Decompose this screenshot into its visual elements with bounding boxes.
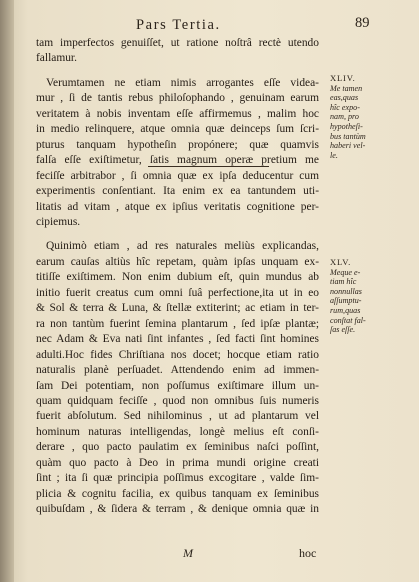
margin-note-line: Me tamen <box>330 83 363 93</box>
text-line: fuerit abſolutum. Sed nihilominus , ut ad plantarum vel <box>36 410 319 423</box>
margin-note-line: conſtat fal- <box>330 315 366 325</box>
margin-note-line: rum,quas <box>330 305 361 315</box>
margin-note-line: le. <box>330 150 338 160</box>
margin-note-line: Meque e- <box>330 267 361 277</box>
text-line: cipiemus. <box>36 215 81 228</box>
text-line: titiſſe exiſtimem. Non enim dubium eſt, quin mundus ab <box>36 271 319 284</box>
text-line: & Sol & terra & Luna, & ſtellæ extiterint; ac etiam in ter- <box>36 302 319 315</box>
text-line: fallamur. <box>36 52 77 65</box>
margin-note-line: hîc expo- <box>330 102 360 112</box>
main-text-block <box>36 36 319 518</box>
margin-note-line: tiam hîc <box>330 277 357 287</box>
margin-note-line: ſas eſſe. <box>330 325 356 335</box>
text-line: pturus tanquam hypotheſin propónere; quæ quamvis <box>36 138 319 151</box>
text-line: nec Adam & Eva nati ſint infantes , ſed facti ſint homines <box>36 333 319 346</box>
text-line: feciſſe arbitrabor , ſi omnia quæ ex ipſa deducentur cum <box>36 169 319 182</box>
text-line: tam imperfectos genuiſſet, ut ratione noſtrâ rectè utendo <box>36 37 319 49</box>
text-line: Verumtamen ne etiam nimis arrogantes eſſe videa- <box>46 76 319 89</box>
hypothesis-underline <box>148 166 269 167</box>
margin-note-45 <box>330 258 404 335</box>
margin-note-line: nonnullas <box>330 286 362 296</box>
page-number: 89 <box>355 15 370 31</box>
text-line: quam quidquam feciſſe , quod non omnibus ſuis numeris <box>36 394 319 407</box>
text-line: quàm quo pacto à Deo in prima mundi origine creati <box>36 456 319 469</box>
margin-note-number: XLV. <box>330 257 352 267</box>
margin-note-44 <box>330 74 404 160</box>
running-head: Pars Tertia. <box>136 17 221 33</box>
text-line: derare , quo pacto paulatim ex ſeminibus naſci poſſint, <box>36 441 319 454</box>
margin-note-number: XLIV. <box>330 73 356 83</box>
text-line: mur , ſi de tantis rebus philoſophando , genuinam earum <box>36 92 319 105</box>
text-line: experimentis conſentiant. Ita enim ex ea tantundem uti- <box>36 185 319 198</box>
text-line: litatis ad vitam , atque ex ipſius veritatis cognitione per- <box>36 200 319 213</box>
text-line: ſint ; ita ſi quæ principia poſſimus excogitare , valde ſim- <box>36 472 319 485</box>
margin-note-line: eas,quas <box>330 93 359 103</box>
text-line: ſam Dei potentiam, non poſſumus exiſtimare illum un- <box>36 379 319 392</box>
text-line: in medio relinquere, atque omnia quæ deinceps ſum ſcri- <box>36 123 319 136</box>
text-line: falſa eſſe exiſtimetur, ſatis magnum operæ pretium me <box>36 154 319 167</box>
catchword: hoc <box>299 546 317 560</box>
text-line: ra non tantùm fuerint ſemina plantarum , ſed ipſæ plantæ; <box>36 317 319 330</box>
text-line: earum cauſas altiùs hîc repetam, quàm ipſas unquam ex- <box>36 255 319 268</box>
text-line: hominum naturas intelligendas, longè melius eſt conſi- <box>36 425 319 438</box>
margin-note-line: haberi vel- <box>330 141 366 151</box>
text-line: adulti.Hoc fides Chriſtiana nos docet; hocque etiam ratio <box>36 348 319 361</box>
margin-note-line: hypotheſi- <box>330 121 363 131</box>
text-line: plicia & cognitu facilia, ex quibus tanquam ex ſeminibus <box>36 487 319 500</box>
margin-note-line: bus tantùm <box>330 131 366 141</box>
text-line: naturalis planè perſuadet. Attendendo enim ad immen- <box>36 364 319 377</box>
text-line: Quinimò etiam , ad res naturales meliùs explicandas, <box>46 240 319 253</box>
signature-mark: M <box>183 546 193 560</box>
margin-note-line: aſſumptu- <box>330 296 362 306</box>
text-line: veritatem à nobis inventam eſſe affirmemus , malim hoc <box>36 107 319 120</box>
binding-gutter <box>0 0 14 582</box>
margin-note-line: nam, pro <box>330 112 359 122</box>
text-line: quibuſdam , & ſidera & terram , & denique omnia quæ in <box>36 503 319 516</box>
text-line: initio fuerit creatus cum omni ſuâ perfectione,ita ut in eo <box>36 286 319 299</box>
